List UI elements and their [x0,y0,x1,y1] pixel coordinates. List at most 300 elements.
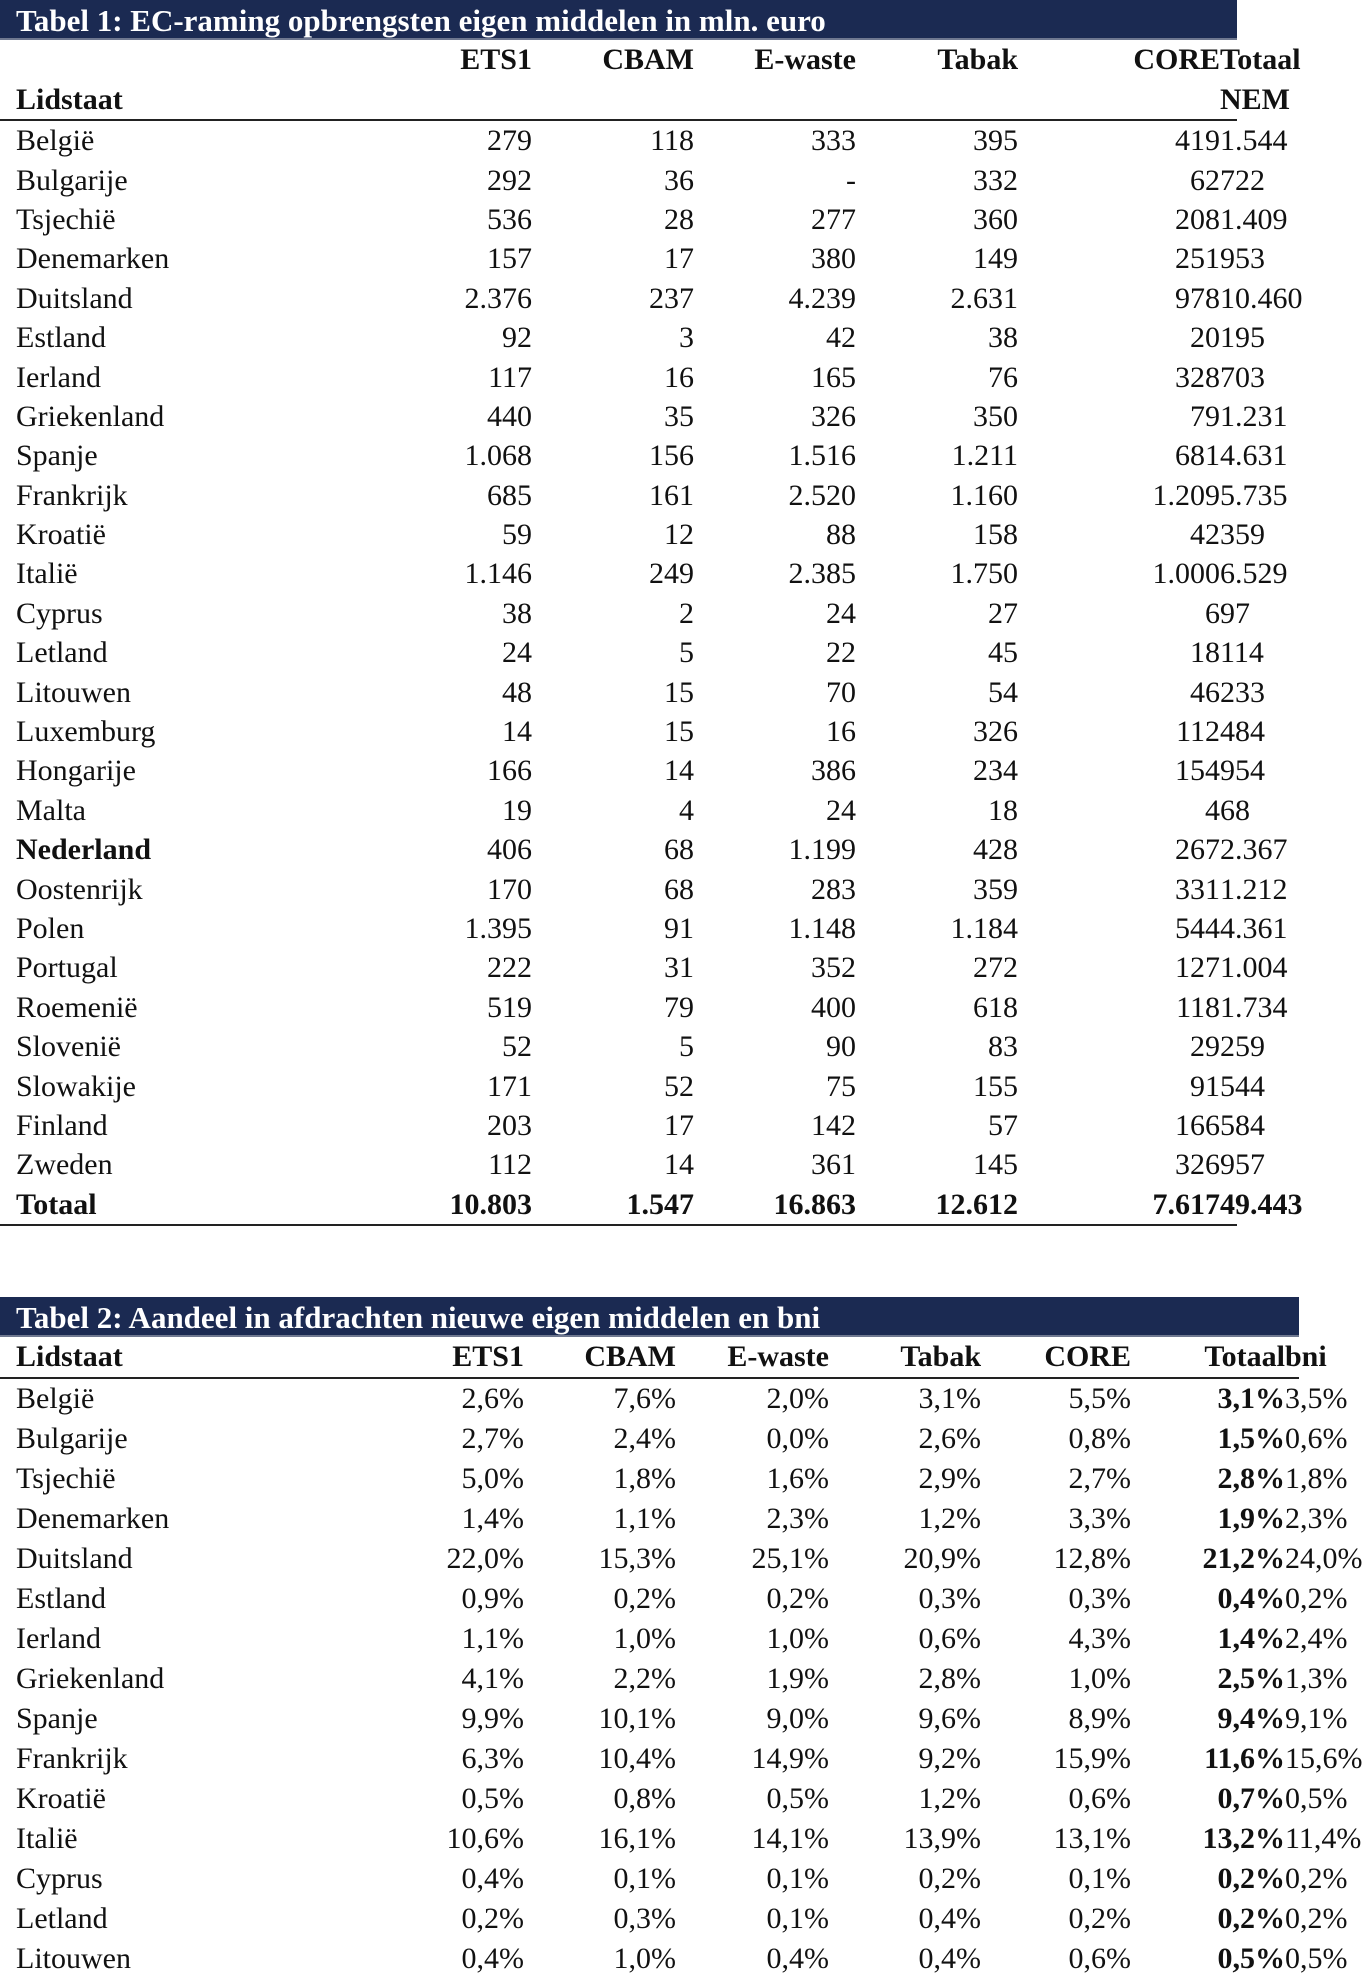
table-cell: 171 [487,1069,532,1103]
table-cell: 88 [826,518,856,552]
table-cell: 1.395 [464,912,532,945]
table-cell: 208 [1175,202,1220,236]
table-cell: 3,3% [1068,1502,1131,1535]
table-cell: 29 [1190,1030,1220,1064]
table-cell: 584 [1220,1108,1265,1142]
table-cell: 1.231 [1220,399,1288,433]
table-row [0,1027,1237,1066]
column-header [856,79,1018,120]
table-cell: 2,9% [918,1462,981,1495]
table-cell: 277 [811,202,856,236]
table-cell: 76 [988,360,1018,394]
column-header: ETS1 [300,1337,524,1378]
table-cell: 0,2% [613,1582,676,1615]
table-cell: 13,1% [1053,1822,1131,1855]
column-header [1018,79,1220,120]
column-header: CBAM [602,43,694,76]
table-cell: 145 [973,1148,1018,1182]
table-cell: 46 [1190,675,1220,709]
table-cell: 27 [988,596,1018,630]
column-header: ETS1 [460,43,532,76]
row-label: Spanje [16,439,98,473]
column-header: Totaal [1131,1337,1285,1378]
total-cell: 21,2% [1202,1542,1285,1575]
table-cell: 0,2% [766,1582,829,1615]
row-label: Luxemburg [16,715,156,749]
table-cell: 10.803 [300,1185,532,1225]
table-cell: 2,4% [613,1422,676,1455]
table-cell: 1.148 [788,912,856,945]
table-cell: 1.516 [788,439,856,473]
table-cell: 386 [811,754,856,788]
column-header: E-waste [754,43,856,76]
table-cell: 419 [1175,124,1220,158]
table-cell: 114 [1220,636,1264,670]
table-cell: 52 [502,1030,532,1064]
table-row [0,1699,1299,1739]
table-cell: 0,4% [766,1942,829,1975]
table-cell: 9,0% [766,1702,829,1735]
row-label: Denemarken [16,242,170,276]
table-cell: 91 [1190,1069,1220,1103]
table-cell: 618 [973,990,1018,1024]
column-header: CBAM [524,1337,676,1378]
table-cell: 1.068 [464,439,532,473]
row-label: Kroatië [16,518,106,552]
table-cell: 2,4% [1285,1622,1348,1655]
table-cell: 0,2% [461,1902,524,1935]
table-cell: 18 [1190,636,1220,670]
table-cell: 4.239 [788,281,856,315]
table-cell: 267 [1175,833,1220,867]
table-cell: 0,9% [461,1582,524,1615]
total-row [0,1185,1237,1225]
table-cell: 1.146 [464,557,532,591]
row-label: Slowakije [16,1069,136,1103]
table-row [0,1779,1299,1819]
table-cell: 20 [1190,321,1220,355]
table-cell: 49.443 [1220,1185,1237,1225]
table-cell: 1.409 [1220,202,1288,236]
column-header [532,79,694,120]
table-cell: 359 [1220,518,1265,552]
row-label: Letland [16,1902,108,1935]
table-cell: 68 [664,833,694,867]
total-cell: 2,8% [1217,1462,1285,1495]
table-cell: 954 [1220,754,1265,788]
table-cell: 326 [811,399,856,433]
row-label: Roemenië [16,990,138,1024]
table-cell: 1.544 [1220,124,1288,158]
table-row [0,515,1237,554]
table-cell: 326 [1175,1148,1220,1182]
table-cell: 0,2% [1285,1902,1348,1935]
table-cell: 15,3% [598,1542,676,1575]
total-cell: 0,5% [1217,1942,1285,1975]
table-cell: 42 [1190,518,1220,552]
row-label: Tsjechië [16,202,116,236]
table-cell: 2.631 [950,281,1018,315]
table-cell: 166 [1175,1108,1220,1142]
table-cell: 2,3% [1285,1502,1348,1535]
table-cell: 2,6% [461,1382,524,1415]
table-cell: 1,3% [1285,1662,1348,1695]
table-cell: 1,0% [1068,1662,1131,1695]
table-cell: 4,1% [461,1662,524,1695]
table-cell: 24,0% [1285,1542,1363,1575]
column-header: bni [1285,1337,1299,1378]
table-cell: 1,1% [461,1622,524,1655]
table-cell: 22,0% [446,1542,524,1575]
table-cell: 149 [973,242,1018,276]
table-row [0,476,1237,515]
table-cell: 5,0% [461,1462,524,1495]
table-cell: 9,9% [461,1702,524,1735]
table-cell: 45 [988,636,1018,670]
table-cell: 332 [973,163,1018,197]
table-cell: 0,8% [613,1782,676,1815]
table-cell: 2 [679,596,694,630]
table-cell: 10,6% [446,1822,524,1855]
table-cell: 79 [1190,399,1220,433]
table-row [0,1378,1299,1419]
row-label: Oostenrijk [16,872,143,906]
table-cell: 9,6% [918,1702,981,1735]
table-row [0,279,1237,318]
row-label: Denemarken [16,1502,170,1535]
total-cell: 0,4% [1217,1582,1285,1615]
table-cell: 2,7% [1068,1462,1131,1495]
table-cell: 0,2% [1285,1582,1348,1615]
table-cell: 0,0% [766,1422,829,1455]
table-cell: 331 [1175,872,1220,906]
row-label: Spanje [16,1702,98,1735]
table-cell: 142 [811,1108,856,1142]
table-cell: 15,6% [1285,1742,1363,1775]
table-cell: 259 [1220,1030,1265,1064]
column-header [0,40,300,79]
table-cell: 25,1% [751,1542,829,1575]
table-cell: 170 [487,872,532,906]
table-1-grid [0,40,1303,1226]
table-cell: 0,5% [766,1782,829,1815]
row-label: Litouwen [16,1942,131,1975]
table-cell: 395 [973,124,1018,158]
row-label: Italië [16,557,78,591]
table-row [0,1459,1299,1499]
table-row [0,988,1237,1027]
table-cell: 279 [487,124,532,158]
table-cell: 83 [988,1030,1018,1064]
row-label: Kroatië [16,1782,106,1815]
table-cell: 158 [973,518,1018,552]
table-cell: 2,0% [766,1382,829,1415]
table-cell: 1,8% [613,1462,676,1495]
table-row [0,1659,1299,1699]
table-1-title: Tabel 1: EC-raming opbrengsten eigen middelen in mln. euro [0,0,1237,40]
table-cell: 203 [487,1108,532,1142]
table-row [0,1739,1299,1779]
row-label: Litouwen [16,675,131,709]
table-cell: 161 [649,478,694,512]
table-cell: 0,1% [1068,1862,1131,1895]
table-cell: 31 [664,951,694,985]
table-cell: 16,1% [598,1822,676,1855]
table-cell: 118 [650,124,694,158]
table-cell: 90 [826,1030,856,1064]
table-cell: 12,8% [1053,1542,1131,1575]
table-row [0,1579,1299,1619]
table-cell: 112 [1176,715,1220,749]
table-cell: 233 [1220,675,1265,709]
column-header: Lidstaat [0,1337,300,1378]
row-label: Ierland [16,1622,101,1655]
table-cell: 0,4% [918,1942,981,1975]
table-cell: 292 [487,163,532,197]
column-header: Tabak [937,43,1018,76]
table-cell: 380 [811,242,856,276]
table-cell: 428 [973,833,1018,867]
table-cell: 38 [988,321,1018,355]
table-cell: 1.212 [1220,872,1288,906]
table-cell: 2.385 [788,557,856,591]
column-header: CORE [981,1337,1131,1378]
table-cell: 17 [664,242,694,276]
row-label: Cyprus [16,596,103,630]
table-cell: 19 [502,793,532,827]
table-cell: 0,8% [1068,1422,1131,1455]
row-label: Frankrijk [16,1742,128,1775]
table-cell: 156 [649,439,694,473]
table-row [0,1419,1299,1459]
table-cell: 6 [1205,596,1220,630]
table-cell: 957 [1220,1148,1265,1182]
table-cell: 14 [664,1148,694,1182]
table-cell: 536 [487,202,532,236]
row-label: Tsjechië [16,1462,116,1495]
total-cell: 11,6% [1204,1742,1285,1775]
table-row [0,120,1237,160]
table-cell: 59 [502,518,532,552]
table-cell: 406 [487,833,532,867]
table-cell: 2.367 [1220,833,1288,867]
table-cell: 3,1% [918,1382,981,1415]
table-cell: 283 [811,872,856,906]
table-2 [0,1297,1363,1979]
column-header: Tabak [829,1337,981,1378]
table-cell: 0,5% [1285,1782,1348,1815]
row-label: Bulgarije [16,1422,128,1455]
table-cell: 11,4% [1285,1822,1362,1855]
table-cell: 1.000 [1152,557,1220,591]
table-1-header-row [0,40,1237,79]
row-label: Malta [16,793,86,827]
table-cell: 57 [988,1108,1018,1142]
table-cell: 4.361 [1220,912,1288,945]
table-cell: 92 [502,321,532,355]
table-row [0,1066,1237,1105]
table-cell: 237 [649,281,694,315]
total-cell: 1,4% [1217,1622,1285,1655]
table-cell: 12.612 [856,1185,1018,1225]
table-cell: 0,4% [918,1902,981,1935]
table-cell: 7,6% [613,1382,676,1415]
row-label: Estland [16,1582,106,1615]
row-label: Polen [16,912,85,945]
table-cell: 400 [811,990,856,1024]
table-cell: 18 [988,793,1018,827]
row-label: Portugal [16,951,118,985]
table-cell: 154 [1175,754,1220,788]
table-cell: 222 [487,951,532,985]
table-cell: 14,9% [751,1742,829,1775]
table-cell: 24 [826,596,856,630]
table-row [0,436,1237,475]
row-label: Cyprus [16,1862,103,1895]
table-row [0,1939,1299,1979]
table-cell: 1,8% [1285,1462,1348,1495]
table-cell: 166 [487,754,532,788]
table-cell: 28 [664,202,694,236]
table-row [0,1499,1299,1539]
table-cell: 5 [679,1030,694,1064]
table-row [0,791,1237,830]
table-cell: 15 [664,675,694,709]
table-1-header-row [0,79,1237,120]
table-cell: 4,3% [1068,1622,1131,1655]
table-cell: 79 [664,990,694,1024]
table-cell: 0,6% [1285,1422,1348,1455]
table-cell: 75 [826,1069,856,1103]
table-cell: 0,2% [918,1862,981,1895]
table-cell: 70 [826,675,856,709]
table-cell: 62 [1190,163,1220,197]
table-cell: 0,5% [1285,1942,1348,1975]
table-cell: 16 [664,360,694,394]
table-cell: 2,7% [461,1422,524,1455]
table-cell: 195 [1220,321,1265,355]
table-cell: 681 [1175,439,1220,473]
row-label: België [16,1382,95,1415]
table-cell: 9,2% [918,1742,981,1775]
table-cell: 12 [664,518,694,552]
table-cell: 2,8% [918,1662,981,1695]
total-cell: 1,5% [1217,1422,1285,1455]
table-cell: 978 [1175,281,1220,315]
table-row [0,1859,1299,1899]
table-cell: 91 [664,912,694,945]
table-cell: 2,2% [613,1662,676,1695]
table-cell: 14,1% [751,1822,829,1855]
table-cell: 1,0% [613,1942,676,1975]
table-cell: 13,9% [903,1822,981,1855]
table-row [0,712,1237,751]
table-cell: 1,0% [613,1622,676,1655]
table-cell: 333 [811,124,856,158]
table-cell: 0,2% [1285,1862,1348,1895]
table-cell: 360 [973,202,1018,236]
table-row [0,160,1237,199]
table-cell: 14 [502,715,532,749]
row-label: Slovenië [16,1030,121,1064]
row-label: Letland [16,636,108,670]
table-cell: 1,9% [766,1662,829,1695]
table-cell: 155 [973,1069,1018,1103]
row-label: Hongarije [16,754,136,788]
row-label: België [16,124,95,158]
table-cell: 1.199 [788,833,856,867]
row-label: Zweden [16,1148,113,1182]
table-row [0,830,1237,869]
table-row [0,357,1237,396]
column-header: NEM [1220,79,1237,120]
table-cell: 519 [487,990,532,1024]
table-cell: 2.520 [788,478,856,512]
table-cell: 112 [488,1148,532,1182]
table-cell: 24 [502,636,532,670]
total-cell: 0,2% [1217,1862,1285,1895]
table-cell: 350 [973,399,1018,433]
table-row [0,554,1237,593]
table-cell: 2,3% [766,1502,829,1535]
total-cell: 0,7% [1217,1782,1285,1815]
table-cell: 1,2% [918,1782,981,1815]
table-cell: 2,6% [918,1422,981,1455]
table-cell: 251 [1175,242,1220,276]
row-label: Italië [16,1822,78,1855]
table-cell: 272 [973,951,1018,985]
table-cell: 1.547 [532,1185,694,1225]
table-cell: 16.863 [694,1185,856,1225]
table-cell: 1.184 [950,912,1018,945]
table-row [0,1106,1237,1145]
table-cell: 1.160 [950,478,1018,512]
table-cell: 544 [1175,912,1220,945]
table-cell: 4 [679,793,694,827]
table-row [0,397,1237,436]
table-cell: 1,4% [461,1502,524,1535]
table-cell: 0,2% [1068,1902,1131,1935]
table-cell: 0,3% [1068,1582,1131,1615]
table-row [0,909,1237,948]
table-cell: 1,0% [766,1622,829,1655]
table-cell: 0,6% [1068,1782,1131,1815]
table-cell: 9,1% [1285,1702,1348,1735]
table-cell: 68 [664,872,694,906]
table-row [0,869,1237,908]
row-label: Finland [16,1108,108,1142]
table-cell: 118 [1176,990,1220,1024]
table-cell: 1.211 [951,439,1018,473]
table-cell: 0,1% [766,1862,829,1895]
table-cell: 17 [664,1108,694,1142]
table-cell: 4 [1205,793,1220,827]
table-cell: 953 [1220,242,1265,276]
total-cell: 2,5% [1217,1662,1285,1695]
table-row [0,633,1237,672]
row-label: Frankrijk [16,478,128,512]
table-cell: 544 [1220,1069,1265,1103]
table-cell: 48 [502,675,532,709]
total-cell: 0,2% [1217,1902,1285,1935]
table-cell: 0,1% [613,1862,676,1895]
table-cell: 0,4% [461,1942,524,1975]
table-cell: 4.631 [1220,439,1288,473]
table-cell: 703 [1220,360,1265,394]
table-cell: 165 [811,360,856,394]
column-header: CORE [1133,43,1220,76]
table-cell: 0,4% [461,1862,524,1895]
